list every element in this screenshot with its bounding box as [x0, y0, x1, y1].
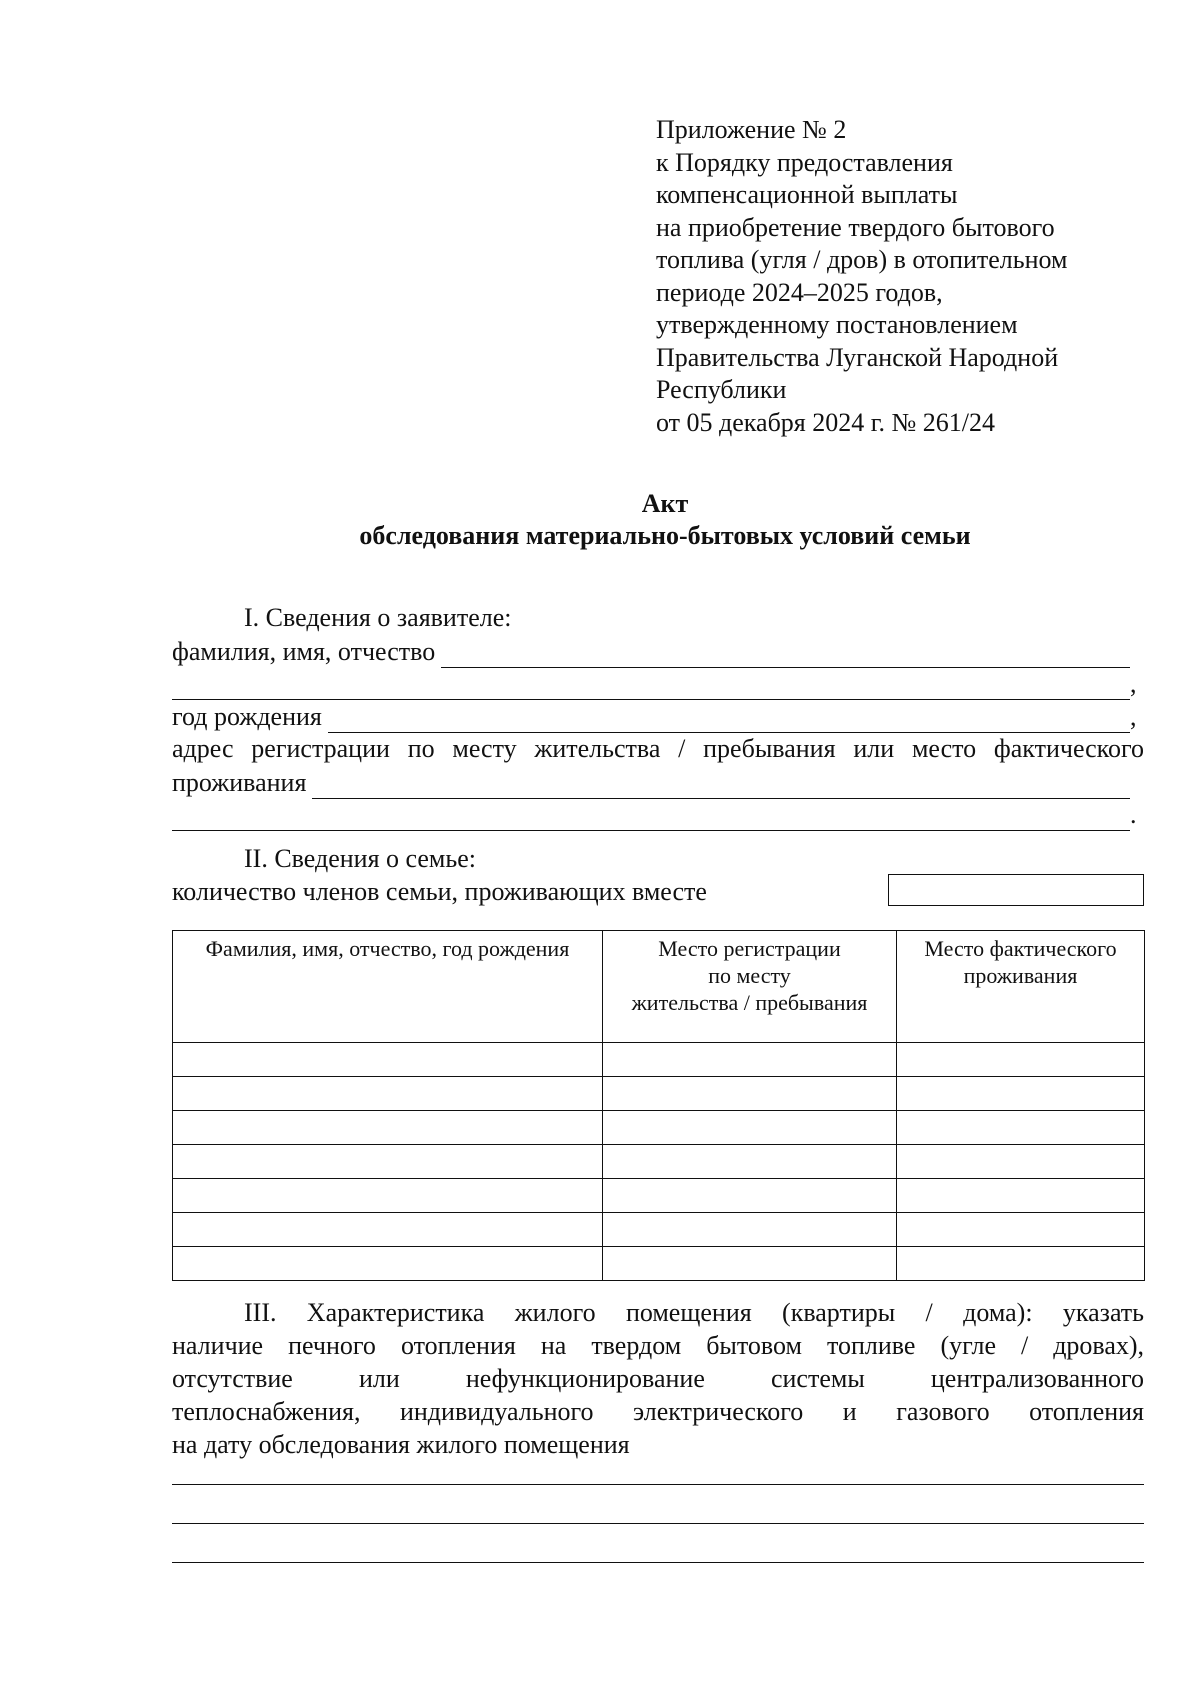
- table-cell-registration[interactable]: [603, 1043, 897, 1077]
- birth-label: год рождения: [172, 702, 322, 731]
- fio-label: фамилия, имя, отчество: [172, 637, 436, 666]
- section-3-word: индивидуального: [399, 1397, 594, 1426]
- residence-blank-line-2[interactable]: [172, 805, 1130, 831]
- table-cell-fio[interactable]: [173, 1043, 603, 1077]
- section-3-word: электрического: [633, 1397, 804, 1426]
- section-3-word: печного: [288, 1331, 376, 1360]
- column-header-registration: Место регистрации по месту жительства / пребывания: [603, 931, 897, 1043]
- section-3-word: системы: [770, 1364, 865, 1393]
- section-3-word: теплоснабжения,: [172, 1397, 361, 1426]
- table-cell-actual-residence[interactable]: [897, 1145, 1145, 1179]
- section-3-word: на: [540, 1331, 567, 1360]
- appendix-line: к Порядку предоставления: [656, 147, 953, 177]
- section-3-text: [172, 1296, 1144, 1461]
- birth-row: [172, 701, 1144, 733]
- section-3-word: указать: [1062, 1298, 1145, 1327]
- family-members-count-box[interactable]: [888, 874, 1144, 906]
- fio-blank-line[interactable]: [441, 642, 1130, 668]
- appendix-line: компенсационной выплаты: [656, 180, 958, 209]
- section-3-word: жилого: [514, 1298, 596, 1327]
- table-cell-fio[interactable]: [173, 1247, 603, 1281]
- table-cell-fio[interactable]: [173, 1213, 603, 1247]
- section-3-word: отопления: [400, 1331, 516, 1360]
- comma: ,: [1130, 702, 1137, 731]
- address-word: или: [853, 734, 895, 763]
- table-cell-actual-residence[interactable]: [897, 1247, 1145, 1281]
- residence-blank-line[interactable]: [312, 773, 1130, 799]
- birth-blank-line[interactable]: [328, 707, 1130, 733]
- appendix-line: Республики: [656, 375, 787, 404]
- inspection-blank-line-2[interactable]: [172, 1523, 1144, 1524]
- appendix-line: Правительства Луганской Народной: [656, 342, 1059, 372]
- table-cell-fio[interactable]: [173, 1111, 603, 1145]
- table-row: [173, 1043, 1145, 1077]
- table-cell-registration[interactable]: [603, 1111, 897, 1145]
- residence-continuation-row: [172, 799, 1144, 831]
- section-3-line: [172, 1362, 1144, 1395]
- section-3-word: твердом: [591, 1331, 682, 1360]
- section-3-line: [172, 1296, 1144, 1329]
- address-word: жительства / пребывания: [534, 734, 836, 763]
- column-header-fio: Фамилия, имя, отчество, год рождения: [173, 931, 603, 1043]
- section-3-word: (квартиры / дома):: [782, 1298, 1033, 1327]
- comma: ,: [1130, 669, 1137, 698]
- appendix-block: [656, 114, 1068, 439]
- document-subtitle: обследования материально-бытовых условий семьи: [359, 521, 971, 550]
- section-3-word: централизованного: [930, 1364, 1145, 1393]
- appendix-line: топлива (угля / дров) в отопительном: [656, 245, 1068, 274]
- table-cell-registration[interactable]: [603, 1213, 897, 1247]
- section-3-word: (угле / дровах),: [940, 1331, 1145, 1360]
- appendix-line: на приобретение твердого бытового: [656, 212, 1055, 242]
- table-row: [173, 1213, 1145, 1247]
- section-1-heading: I. Сведения о заявителе:: [244, 603, 512, 632]
- section-3-last-line: на дату обследования жилого помещения: [172, 1430, 630, 1459]
- table-cell-actual-residence[interactable]: [897, 1213, 1145, 1247]
- section-3-word: III. Характеристика: [244, 1298, 485, 1327]
- appendix-line: утвержденному постановлением: [656, 310, 1018, 339]
- table-row: [173, 1247, 1145, 1281]
- section-2-heading: II. Сведения о семье:: [244, 844, 477, 873]
- table-cell-registration[interactable]: [603, 1077, 897, 1111]
- residence-row: [172, 767, 1144, 799]
- family-members-label: количество членов семьи, проживающих вместе: [172, 877, 707, 906]
- address-word: адрес: [172, 734, 234, 763]
- table-header-row: [173, 931, 1145, 1043]
- section-3-word: отопления: [1029, 1397, 1145, 1426]
- address-word: фактического: [993, 734, 1145, 763]
- address-word: месту: [452, 734, 517, 763]
- section-3-word: или: [358, 1364, 400, 1393]
- table-cell-fio[interactable]: [173, 1145, 603, 1179]
- column-header-actual-residence: Место фактического проживания: [897, 931, 1145, 1043]
- section-3-word: наличие: [172, 1331, 264, 1360]
- table-cell-actual-residence[interactable]: [897, 1077, 1145, 1111]
- residence-label: проживания: [172, 768, 307, 797]
- family-table: [172, 930, 1145, 1281]
- table-row: [173, 1077, 1145, 1111]
- appendix-line: Приложение № 2: [656, 115, 847, 144]
- inspection-blank-line-3[interactable]: [172, 1562, 1144, 1563]
- fio-continuation-row: [172, 668, 1144, 700]
- appendix-line: периоде 2024–2025 годов,: [656, 277, 943, 307]
- section-3-word: отсутствие: [172, 1364, 293, 1393]
- table-cell-registration[interactable]: [603, 1145, 897, 1179]
- table-row: [173, 1145, 1145, 1179]
- table-cell-registration[interactable]: [603, 1247, 897, 1281]
- section-3-word: газового: [896, 1397, 990, 1426]
- section-3-line: [172, 1329, 1144, 1362]
- table-cell-actual-residence[interactable]: [897, 1179, 1145, 1213]
- section-3-word: и: [842, 1397, 857, 1426]
- table-cell-fio[interactable]: [173, 1077, 603, 1111]
- table-row: [173, 1111, 1145, 1145]
- fio-row: [172, 636, 1144, 668]
- document-title: Акт: [641, 489, 689, 518]
- section-3-line: [172, 1395, 1144, 1428]
- section-3-word: помещения: [625, 1298, 752, 1327]
- address-word: место: [911, 734, 977, 763]
- address-word: регистрации: [251, 734, 390, 763]
- section-3-word: бытовом: [706, 1331, 802, 1360]
- section-3-word: нефункционирование: [465, 1364, 705, 1393]
- table-row: [173, 1179, 1145, 1213]
- fio-blank-line-2[interactable]: [172, 674, 1130, 700]
- address-label-line: [172, 733, 1144, 765]
- table-cell-actual-residence[interactable]: [897, 1043, 1145, 1077]
- table-cell-registration[interactable]: [603, 1179, 897, 1213]
- appendix-line: от 05 декабря 2024 г. № 261/24: [656, 407, 996, 437]
- table-cell-fio[interactable]: [173, 1179, 603, 1213]
- table-cell-actual-residence[interactable]: [897, 1111, 1145, 1145]
- section-3-word: топливе: [826, 1331, 916, 1360]
- address-word: по: [407, 734, 435, 763]
- period: .: [1130, 800, 1137, 829]
- inspection-blank-line-1[interactable]: [172, 1484, 1144, 1485]
